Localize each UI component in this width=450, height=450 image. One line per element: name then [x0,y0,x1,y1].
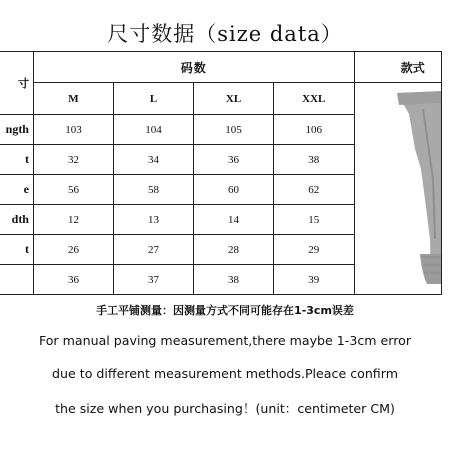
sizes-row [0,83,442,115]
header-row [0,52,442,83]
size-col-xl: XL [194,83,274,115]
product-image-cell [354,83,441,295]
table-cell: 26 [33,235,113,265]
size-header-cell [0,52,33,115]
table-cell: 62 [274,175,355,205]
size-col-l: L [114,83,194,115]
codes-header: 码数 [33,52,354,83]
measurement-note-chinese: 手工平铺测量：因测量方式不同可能存在1-3cm误差 [96,304,354,317]
size-table [0,51,442,295]
table-cell: 58 [114,175,194,205]
table-cell: 37 [114,265,194,295]
row-label: dth [0,205,33,235]
table-cell: 39 [274,265,355,295]
table-cell: 56 [33,175,113,205]
table-cell: 36 [194,145,274,175]
table-cell: 34 [114,145,194,175]
table-cell: 29 [274,235,355,265]
row-label: e [0,175,33,205]
table-cell: 103 [33,115,113,145]
measurement-note-line-2: due to different measurement methods.Pleace confirm [52,366,398,381]
table-cell: 27 [114,235,194,265]
table-cell: 15 [274,205,355,235]
row-label: ngth [0,115,33,145]
chart-title: 尺寸数据（size data） [107,22,343,46]
size-col-xxl: XXL [274,83,355,115]
table-cell: 36 [33,265,113,295]
table-cell: 13 [114,205,194,235]
table-cell: 14 [194,205,274,235]
table-cell: 38 [274,145,355,175]
row-label [0,265,33,295]
table-cell: 60 [194,175,274,205]
table-cell: 12 [33,205,113,235]
table-cell: 104 [114,115,194,145]
measurement-note-line-3: the size when you purchasing！(unit：centimeter CM) [55,401,395,416]
grey-sweatpants-icon [375,89,442,284]
size-col-m: M [33,83,113,115]
table-cell: 28 [194,235,274,265]
table-cell: 106 [274,115,355,145]
table-cell: 105 [194,115,274,145]
table-cell: 32 [33,145,113,175]
table-cell: 38 [194,265,274,295]
row-label: t [0,235,33,265]
row-label: t [0,145,33,175]
measurement-note-line-1: For manual paving measurement,there maybe 1-3cm error [38,333,412,348]
size-header-label: 寸 [17,78,29,90]
style-header: 款式 [354,52,441,83]
